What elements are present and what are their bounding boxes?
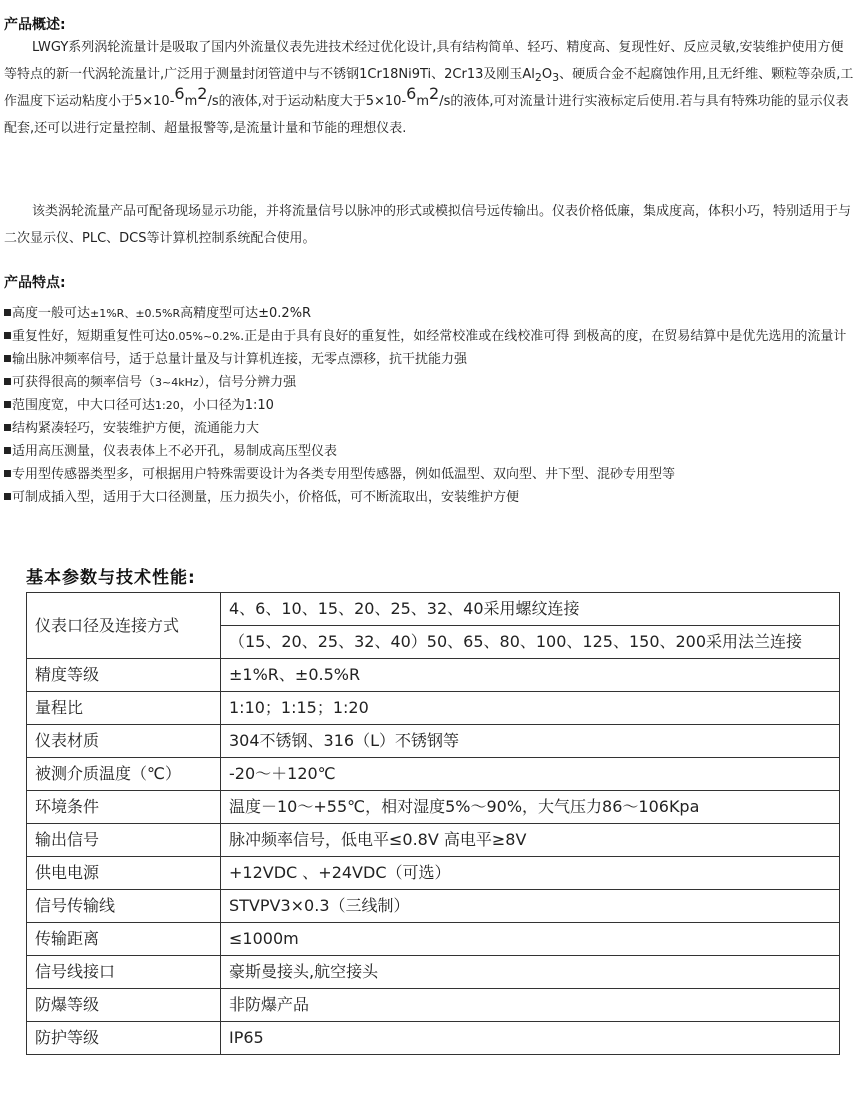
overview-paragraph-2: 该类涡轮流量产品可配备现场显示功能，并将流量信号以脉冲的形式或模拟信号远传输出。仪表价格低廉，集成度高，体积小巧，特别适用于与二次显示仪、PLC、DCS等计算机控制系统配合使用。 <box>4 204 852 246</box>
feature-item: 可获得很高的频率信号（3~4kHz），信号分辨力强 <box>4 371 858 394</box>
table-row <box>27 989 840 1022</box>
spec-label: 环境条件 <box>27 791 221 824</box>
spec-label: 供电电源 <box>27 857 221 890</box>
bullet-square-icon <box>4 309 11 316</box>
spec-table <box>26 592 840 1055</box>
feature-item: 高度一般可达±1%R、±0.5%R高精度型可达±0.2%R <box>4 302 858 325</box>
spec-value: （15、20、25、32、40）50、65、80、100、125、150、200采用法兰连接 <box>221 626 840 659</box>
table-row <box>27 725 840 758</box>
table-row <box>27 857 840 890</box>
spec-label: 输出信号 <box>27 824 221 857</box>
bullet-square-icon <box>4 332 11 339</box>
table-row <box>27 824 840 857</box>
bullet-square-icon <box>4 355 11 362</box>
table-row <box>27 659 840 692</box>
spec-value: 4、6、10、15、20、25、32、40采用螺纹连接 <box>221 593 840 626</box>
overview-heading: 产品概述: <box>4 17 66 33</box>
table-row <box>27 791 840 824</box>
feature-item: 可制成插入型，适用于大口径测量，压力损失小，价格低，可不断流取出，安装维护方便 <box>4 486 858 509</box>
feature-item: 输出脉冲频率信号，适于总量计量及与计算机连接，无零点漂移，抗干扰能力强 <box>4 348 858 371</box>
spec-value: 温度－10～+55℃，相对湿度5%～90%，大气压力86～106Kpa <box>221 791 840 824</box>
table-row <box>27 956 840 989</box>
spec-label: 量程比 <box>27 692 221 725</box>
spec-label: 仪表材质 <box>27 725 221 758</box>
spec-label: 传输距离 <box>27 923 221 956</box>
feature-item: 适用高压测量，仪表表体上不必开孔，易制成高压型仪表 <box>4 440 858 463</box>
bullet-square-icon <box>4 378 11 385</box>
features-list <box>4 302 858 509</box>
table-row <box>27 1022 840 1055</box>
table-row <box>27 923 840 956</box>
spec-value: STVPV3×0.3（三线制） <box>221 890 840 923</box>
bullet-square-icon <box>4 493 11 500</box>
spec-value: ±1%R、±0.5%R <box>221 659 840 692</box>
table-row <box>27 890 840 923</box>
spec-value: ≤1000m <box>221 923 840 956</box>
specs-heading: 基本参数与技术性能: <box>26 568 196 588</box>
feature-item: 范围度宽，中大口径可达1:20，小口径为1:10 <box>4 394 858 417</box>
spec-label: 防爆等级 <box>27 989 221 1022</box>
spec-value: -20～＋120℃ <box>221 758 840 791</box>
spec-label: 信号线接口 <box>27 956 221 989</box>
spec-value: 1:10；1:15；1:20 <box>221 692 840 725</box>
features-heading: 产品特点: <box>4 275 66 291</box>
bullet-square-icon <box>4 401 11 408</box>
spec-value: IP65 <box>221 1022 840 1055</box>
bullet-square-icon <box>4 470 11 477</box>
table-row <box>27 593 840 626</box>
feature-item: 专用型传感器类型多，可根据用户特殊需要设计为各类专用型传感器，例如低温型、双向型、井下型、混砂专用型等 <box>4 463 858 486</box>
bullet-square-icon <box>4 424 11 431</box>
table-row <box>27 692 840 725</box>
spec-label: 信号传输线 <box>27 890 221 923</box>
spec-value: +12VDC 、+24VDC（可选） <box>221 857 840 890</box>
spec-label: 被测介质温度（℃） <box>27 758 221 791</box>
spec-value: 非防爆产品 <box>221 989 840 1022</box>
spec-value: 脉冲频率信号，低电平≤0.8V 高电平≥8V <box>221 824 840 857</box>
bullet-square-icon <box>4 447 11 454</box>
spec-value: 304不锈钢、316（L）不锈钢等 <box>221 725 840 758</box>
spec-label: 防护等级 <box>27 1022 221 1055</box>
feature-item: 重复性好，短期重复性可达0.05%~0.2%.正是由于具有良好的重复性，如经常校准或在线校准可得 到极高的度，在贸易结算中是优先选用的流量计 <box>4 325 858 348</box>
feature-item: 结构紧凑轻巧，安装维护方便，流通能力大 <box>4 417 858 440</box>
spec-label: 精度等级 <box>27 659 221 692</box>
spec-value: 豪斯曼接头,航空接头 <box>221 956 840 989</box>
overview-paragraph-1: LWGY系列涡轮流量计是吸取了国内外流量仪表先进技术经过优化设计,具有结构简单、轻巧、精度高、复现性好、反应灵敏,安装维护使用方便等特点的新一代涡轮流量计,广泛用于测量封闭管道中与不锈钢1Cr18Ni9Ti、2Cr13及刚玉$Al_2O_3$、硬质合金不起腐蚀作用,且无纤维、颗粒等杂质,工作温度下运动粘度小于$5\times 10-^6m^2/s$的液体,对于运动粘度大于$5\times 10-^6m^2/s$的液体,可对流量计进行实液标定后使用.若与具有特殊功能的显示仪表配套,还可以进行定量控制、超量报警等,是流量计量和节能的理想仪表. <box>4 40 854 136</box>
spec-label: 仪表口径及连接方式 <box>27 593 221 659</box>
table-row <box>27 758 840 791</box>
